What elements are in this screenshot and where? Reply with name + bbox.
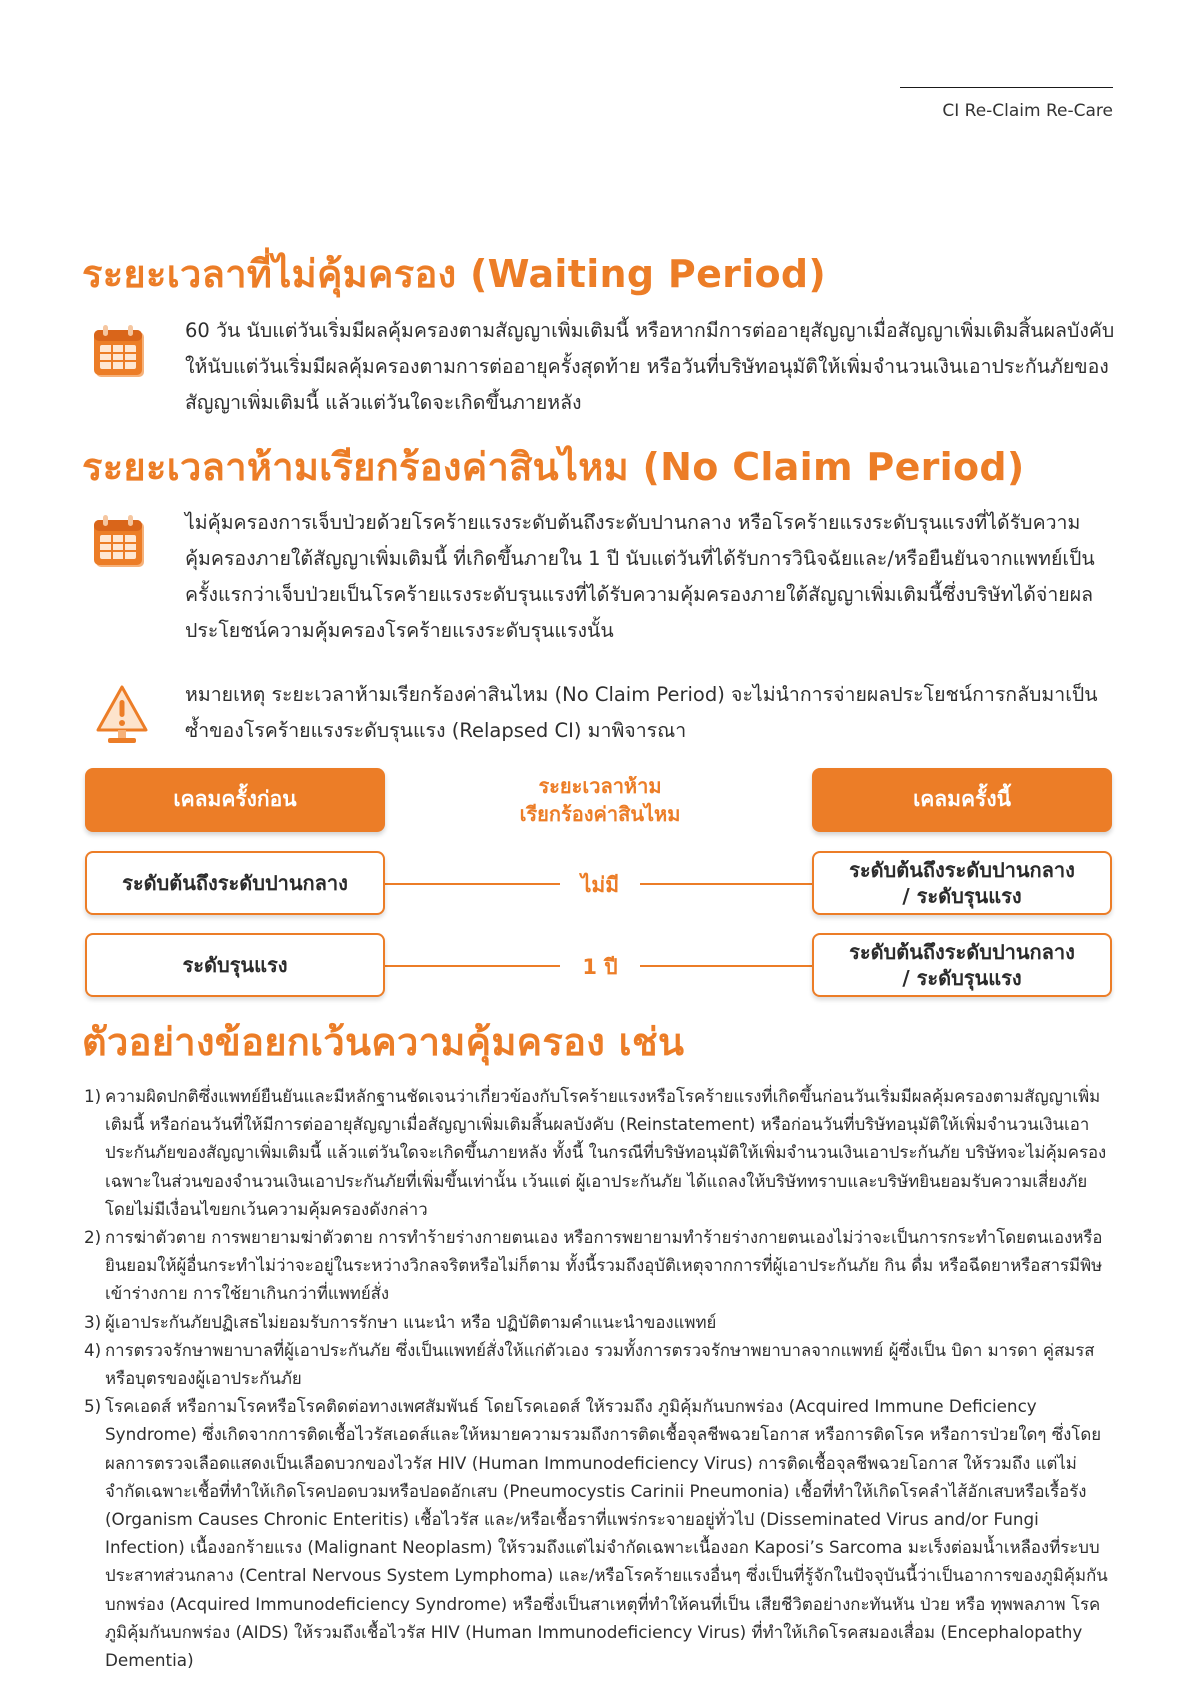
no-claim-period-text: ไม่คุ้มครองการเจ็บป่วยด้วยโรคร้ายแรงระดับต้นถึงระดับปานกลาง หรือโรคร้ายแรงระดับรุนแรงที่ได้รับความคุ้มครองภายใต้สัญญาเพิ่มเติมนี้ ที่เกิดขึ้นภายใน 1 ปี นับแต่วันที่ได้รับการวินิจฉัยและ/หรือยืนยันจากแพทย์เป็นครั้งแรกว่าเจ็บป่วยเป็นโรคร้ายแรงระดับรุนแรงที่ได้รับความคุ้มครองภายใต้สัญญาเพิ่มเติมนี้ซึ่งบริษัทได้จ่ายผลประโยชน์ความคุ้มครองโรคร้ายแรงระดับรุนแรงนั้น	[185, 511, 1095, 642]
no-claim-period-value: 1 ปี	[560, 951, 640, 984]
waiting-period-title: ระยะเวลาที่ไม่คุ้มครอง (Waiting Period)	[82, 252, 827, 296]
no-claim-period-value: ไม่มี	[560, 869, 640, 902]
current-claim-level: ระดับต้นถึงระดับปานกลาง / ระดับรุนแรง	[812, 851, 1112, 915]
no-claim-period-header	[480, 772, 720, 828]
list-item	[84, 1336, 1116, 1392]
list-item-text: ผู้เอาประกันภัยปฏิเสธไม่ยอมรับการรักษา แนะนำ หรือ ปฏิบัติตามคำแนะนำของแพทย์	[105, 1311, 717, 1332]
list-item-number: 4)	[84, 1339, 102, 1360]
previous-claim-level: ระดับต้นถึงระดับปานกลาง	[85, 851, 385, 915]
exclusions-title: ตัวอย่างข้อยกเว้นความคุ้มครอง เช่น	[82, 1020, 685, 1064]
list-item-text: การฆ่าตัวตาย การพยายามฆ่าตัวตาย การทำร้ายร่างกายตนเอง หรือการพยายามทำร้ายร่างกายตนเองไม่ว่าจะเป็นการกระทำโดยตนเองหรือยินยอมให้ผู้อื่นกระทำไม่ว่าจะอยู่ในระหว่างวิกลจริตหรือไม่ก็ตาม ทั้งนี้รวมถึงอุบัติเหตุจากการที่ผู้เอาประกันภัย กิน ดื่ม หรือฉีดยาหรือสารมีพิษเข้าร่างกาย การใช้ยาเกินกว่าที่แพทย์สั่ง	[105, 1227, 1103, 1304]
list-item-text: ความผิดปกติซึ่งแพทย์ยืนยันและมีหลักฐานชัดเจนว่าเกี่ยวข้องกับโรคร้ายแรงหรือโรคร้ายแรงที่เกิดขึ้นก่อนวันเริ่มมีผลคุ้มครองตามสัญญาเพิ่มเติมนี้ หรือก่อนวันที่ให้มีการต่ออายุสัญญาเมื่อสัญญาเพิ่มเติมสิ้นผลบังคับ (Reinstatement) หรือก่อนวันที่บริษัทอนุมัติให้เพิ่มจำนวนเงินเอาประกันภัยของสัญญาเพิ่มเติมนี้ แล้วแต่วันใดจะเกิดขึ้นภายหลัง ทั้งนี้ ในกรณีที่บริษัทอนุมัติให้เพิ่มจำนวนเงินเอาประกันภัย บริษัทจะไม่คุ้มครองเฉพาะในส่วนของจำนวนเงินเอาประกันภัยที่เพิ่มขึ้นเท่านั้น เว้นแต่ ผู้เอาประกันภัย ได้แถลงให้บริษัททราบและบริษัทยินยอมรับความเสี่ยงภัย โดยไม่มีเงื่อนไขยกเว้นความคุ้มครองดังกล่าว	[105, 1086, 1107, 1219]
list-item-number: 2)	[84, 1227, 102, 1248]
list-item	[84, 1392, 1116, 1674]
calendar-icon	[92, 513, 148, 571]
warning-icon	[94, 684, 150, 742]
list-item-text: โรคเอดส์ หรือกามโรคหรือโรคติดต่อทางเพศสัมพันธ์ โดยโรคเอดส์ ให้รวมถึง ภูมิคุ้มกันบกพร่อง (Acquired Immune Deficiency Syndrome) ซึ่งเกิดจากการติดเชื้อไวรัสเอดส์และให้หมายความรวมถึงการติดเชื้อจุลชีพฉวยโอกาส หรือการติดโรค หรือการป่วยใดๆ ซึ่งโดยผลการตรวจเลือดแสดงเป็นเลือดบวกของไวรัส HIV (Human Immunodeficiency Virus) การติดเชื้อจุลชีพฉวยโอกาส ให้รวมถึง แต่ไม่จำกัดเฉพาะเชื้อที่ทำให้เกิดโรคปอดบวมหรือปอดอักเสบ (Pneumocystis Carinii Pneumonia) เชื้อที่ทำให้เกิดโรคลำไส้อักเสบหรือเรื้อรัง (Organism Causes Chronic Enteritis) เชื้อไวรัส และ/หรือเชื้อราที่แพร่กระจายอยู่ทั่วไป (Disseminated Virus and/or Fungi Infection) เนื้องอกร้ายแรง (Malignant Neoplasm) ให้รวมถึงแต่ไม่จำกัดเฉพาะเนื้องอก Kaposi’s Sarcoma มะเร็งต่อมน้ำเหลืองที่ระบบประสาทส่วนกลาง (Central Nervous System Lymphoma) และ/หรือโรคร้ายแรงอื่นๆ ซึ่งเป็นที่รู้จักในปัจจุบันนี้ว่าเป็นอาการของภูมิคุ้มกันบกพร่อง (Acquired Immunodeficiency Syndrome) หรือซึ่งเป็นสาเหตุที่ทำให้คนที่เป็น เสียชีวิตอย่างกะทันหัน ป่วย หรือ ทุพพลภาพ โรคภูมิคุ้มกันบกพร่อง (AIDS) ให้รวมถึงเชื้อไวรัส HIV (Human Immunodeficiency Virus) ที่ทำให้เกิดโรคสมองเสื่อม (Encephalopathy Dementia)	[105, 1396, 1108, 1671]
current-claim-level: ระดับต้นถึงระดับปานกลาง / ระดับรุนแรง	[812, 933, 1112, 997]
waiting-period-text: 60 วัน นับแต่วันเริ่มมีผลคุ้มครองตามสัญญาเพิ่มเติมนี้ หรือหากมีการต่ออายุสัญญาเมื่อสัญญาเพิ่มเติมสิ้นผลบังคับ ให้นับแต่วันเริ่มมีผลคุ้มครองตามการต่ออายุครั้งสุดท้าย หรือวันที่บริษัทอนุมัติให้เพิ่มจำนวนเงินเอาประกันภัยของสัญญาเพิ่มเติมนี้ แล้วแต่วันใดจะเกิดขึ้นภายหลัง	[185, 319, 1115, 414]
list-item	[84, 1308, 1116, 1336]
list-item-number: 1)	[84, 1086, 102, 1106]
exclusions-list	[84, 1082, 1116, 1674]
list-item	[84, 1082, 1116, 1223]
list-item-number: 5)	[84, 1396, 102, 1417]
list-item-number: 3)	[84, 1311, 102, 1332]
header-rule	[900, 87, 1113, 88]
current-claim-header: เคลมครั้งนี้	[812, 768, 1112, 832]
previous-claim-level: ระดับรุนแรง	[85, 933, 385, 997]
no-claim-period-title: ระยะเวลาห้ามเรียกร้องค่าสินไหม (No Claim Period)	[82, 445, 1025, 489]
header-brand: CI Re-Claim Re-Care	[942, 101, 1113, 121]
previous-claim-header: เคลมครั้งก่อน	[85, 768, 385, 832]
no-claim-note: หมายเหตุ ระยะเวลาห้ามเรียกร้องค่าสินไหม (No Claim Period) จะไม่นำการจ่ายผลประโยชน์การกลับมาเป็นซ้ำของโรคร้ายแรงระดับรุนแรง (Relapsed CI) มาพิจารณา	[185, 683, 1098, 742]
list-item-text: การตรวจรักษาพยาบาลที่ผู้เอาประกันภัย ซึ่งเป็นแพทย์สั่งให้แก่ตัวเอง รวมทั้งการตรวจรักษาพยาบาลจากแพทย์ ผู้ซึ่งเป็น บิดา มารดา คู่สมรส หรือบุตรของผู้เอาประกันภัย	[105, 1339, 1095, 1389]
no-claim-period-header-text: ระยะเวลาห้าม เรียกร้องค่าสินไหม	[519, 774, 681, 826]
list-item	[84, 1223, 1116, 1308]
calendar-icon	[92, 323, 148, 381]
